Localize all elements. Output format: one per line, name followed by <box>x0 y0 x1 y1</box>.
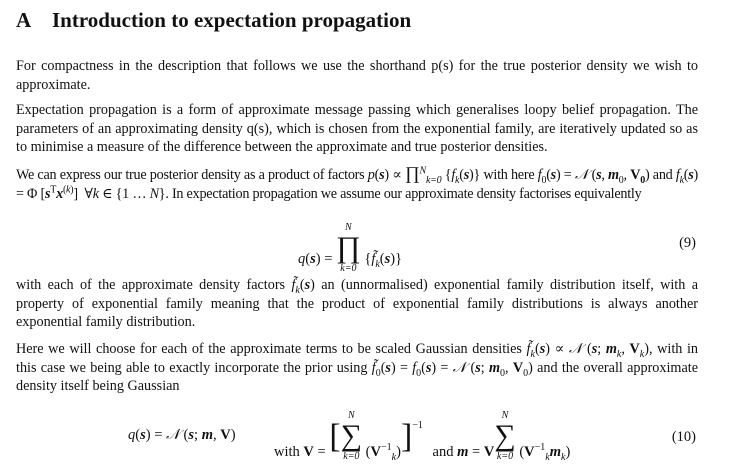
equation-9: q(s) = N ∏ k=0 $\{f̃_k(s)\}$ (9) <box>298 222 696 274</box>
section-number: A <box>16 8 32 32</box>
paragraph-5-text-c: and the overall approximate density itself being Gaussian <box>16 359 699 394</box>
paragraph-3: We can express our true posterior density as a product of factors p(s) ∝ ∏$^N_{k=0}$ $\{f_k(s)\}$ with here $f_0(s)$ = 𝒩 (s, $m_0$, $V_0$) and $f_k(s) = \Phi$ $[s^Tx^{(k)}]$ ∀k ∈ {1 … N}. In expectation propagation we assume our approximate density factorises equivalently <box>16 163 699 202</box>
paragraph-5-text-a: Here we will choose for each of the approximate terms to be scaled Gaussian densities <box>16 341 522 357</box>
paragraph-3-text-a: We can express our true posterior density as a product of factors <box>16 167 365 183</box>
paragraph-5: Here we will choose for each of the approximate terms to be scaled Gaussian densities $f̃_k(s)$ ∝ 𝒩 (s; $m_k$, $V_k$), with in this case we being able to exactly incorporate the prior using $f̃_0(s) = f_0(s)$ = 𝒩 (s; $m_0$, $V_0$) and the overall approximate density itself being Gaussian <box>16 341 699 394</box>
paragraph-3-text-c: In expectation propagation we assume our approximate density factorises equivalently <box>171 185 642 202</box>
paragraph-4: with each of the approximate density factors $f̃_k(s)$ an (unnormalised) exponential family distribution itself, with a property of exponential family meaning that the product of exponential family distributions is always another exponential family distribution. <box>16 277 698 330</box>
paragraph-5-text-b: with in this case we being able to exactly incorporate the prior using <box>16 341 699 376</box>
section-title: Introduction to expectation propagation <box>52 8 412 32</box>
equation-9-number: (9) <box>679 235 696 251</box>
paragraph-2: Expectation propagation is a form of approximate message passing which generalises loopy belief propagation. The parameters of an approximating density q(s), which is chosen from the exponential family, are iteratively updated so as to minimise a measure of the difference between the approximate and true posterior densities. <box>16 102 698 155</box>
eq10-and: and <box>432 444 454 461</box>
equation-10-number: (10) <box>671 429 696 445</box>
paragraph-4-text-pre: with each of the approximate density factors <box>16 277 286 293</box>
equation-10: q(s) = 𝒩 (s; m, V) with V = [ N ∑ k=0 $(V^{-1}_k)]^{-1}$ and m = V N ∑ k=0 $(V^{-1}_km_k)$ (10) <box>128 410 696 464</box>
section-heading <box>16 8 411 33</box>
eq10-with: with <box>274 444 300 461</box>
paragraph-3-text-b: with here <box>483 167 535 183</box>
paragraph-4-text: an (unnormalised) exponential family distribution itself, with a property of exponential family meaning that the product of exponential family distributions is always another exponential family distribution. <box>16 277 698 330</box>
paragraph-1: For compactness in the description that follows we use the shorthand p(s) for the true posterior density we wish to approximate. <box>16 58 698 93</box>
